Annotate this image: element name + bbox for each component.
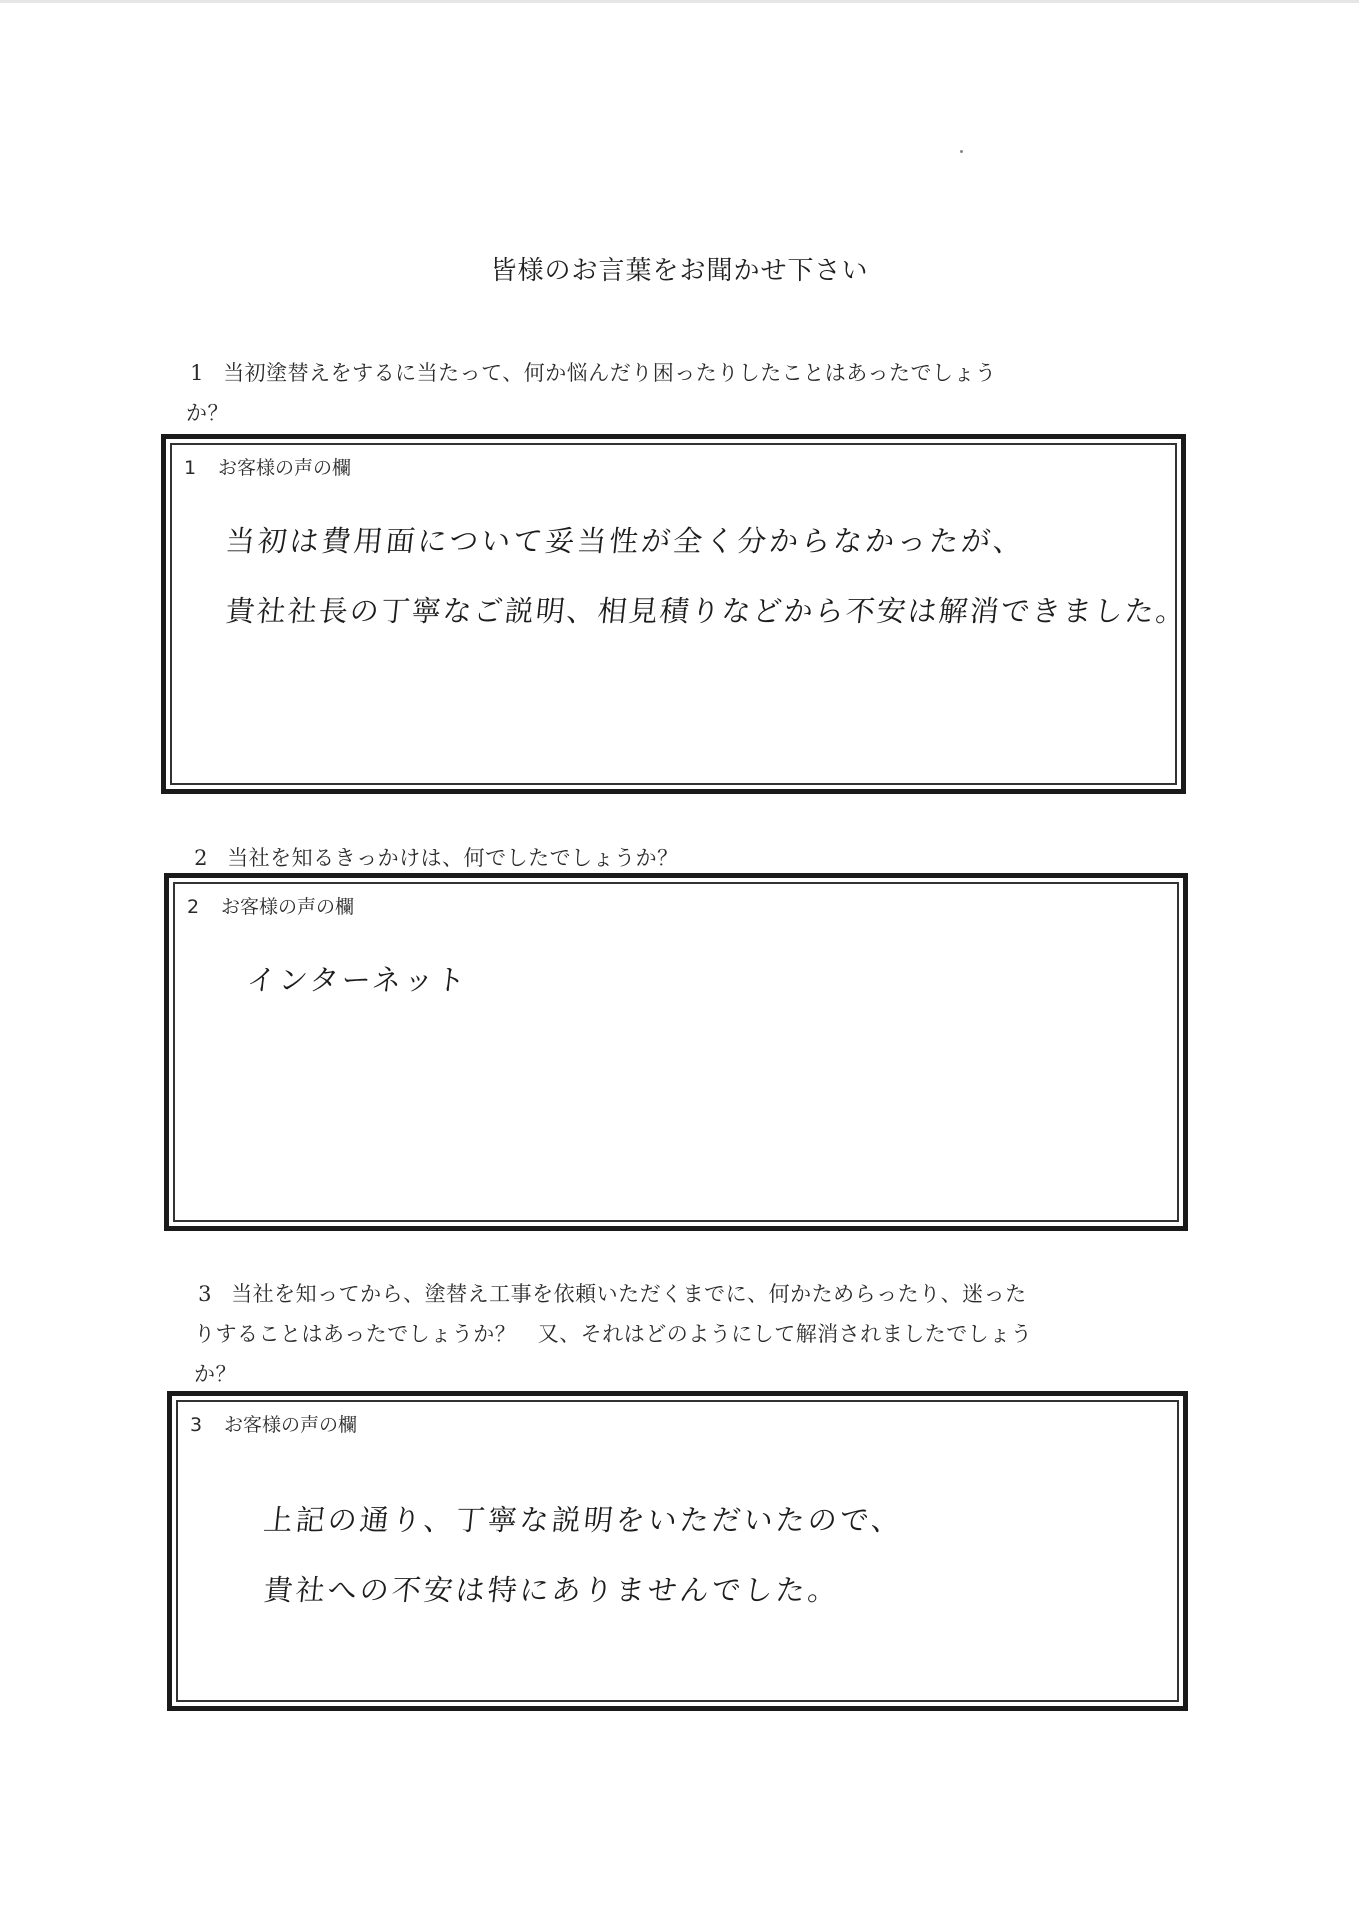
question-3-line1 [186, 1274, 1032, 1314]
answer-box-3-label [190, 1410, 357, 1437]
question-1-number: 1 [190, 361, 204, 385]
scan-speck [960, 150, 963, 153]
scan-edge [0, 0, 1359, 3]
question-2-line1 [182, 838, 679, 878]
question-2-number: 2 [194, 846, 208, 870]
answer-3-line1: 上記の通り、丁寧な説明をいただいたので、 [262, 1503, 906, 1537]
answer-1-line1: 当初は費用面について妥当性が全く分からなかったが、 [224, 524, 1028, 558]
answer-2-line1: インターネット [245, 963, 471, 997]
question-2-text-line1: 当社を知るきっかけは、何でしたでしょうか？ [227, 846, 679, 870]
answer-box-1-label [184, 453, 351, 480]
answer-1-line2: 貴社社長の丁寧なご説明、相見積りなどから不安は解消できました。 [224, 594, 1189, 628]
answer-box-1-number: 1 [184, 457, 197, 479]
question-1-line1 [178, 353, 997, 393]
answer-box-2 [164, 873, 1188, 1231]
page-title: 皆様のお言葉をお聞かせ下さい [490, 256, 869, 286]
question-1-text-line2: か？ [186, 401, 229, 425]
question-3-number: 3 [198, 1282, 212, 1306]
question-3 [186, 1274, 1032, 1394]
question-3-text-line2: りすることはあったでしょうか？ 又、それはどのようにして解消されましたでしょう [194, 1322, 1033, 1346]
question-3-text-line1: 当社を知ってから、塗替え工事を依頼いただくまでに、何かためらったり、迷った [231, 1282, 1027, 1306]
answer-box-3 [167, 1391, 1188, 1711]
answer-box-3-inner-border [176, 1400, 1179, 1702]
question-3-text-line3: か？ [194, 1362, 237, 1386]
question-1-text-line1: 当初塗替えをするに当たって、何か悩んだり困ったりしたことはあったでしょう [223, 361, 997, 385]
answer-box-2-number: 2 [187, 896, 200, 918]
answer-3-line2: 貴社への不安は特にありませんでした。 [262, 1573, 842, 1607]
answer-box-2-label [187, 892, 354, 919]
answer-box-2-inner-border [173, 882, 1179, 1222]
answer-box-3-label-text: お客様の声の欄 [224, 1414, 358, 1436]
answer-box-1-label-text: お客様の声の欄 [218, 457, 352, 479]
answer-box-2-label-text: お客様の声の欄 [221, 896, 355, 918]
answer-box-1 [161, 434, 1189, 794]
question-2 [182, 838, 679, 878]
answer-box-3-number: 3 [190, 1414, 203, 1436]
question-1 [178, 353, 997, 433]
